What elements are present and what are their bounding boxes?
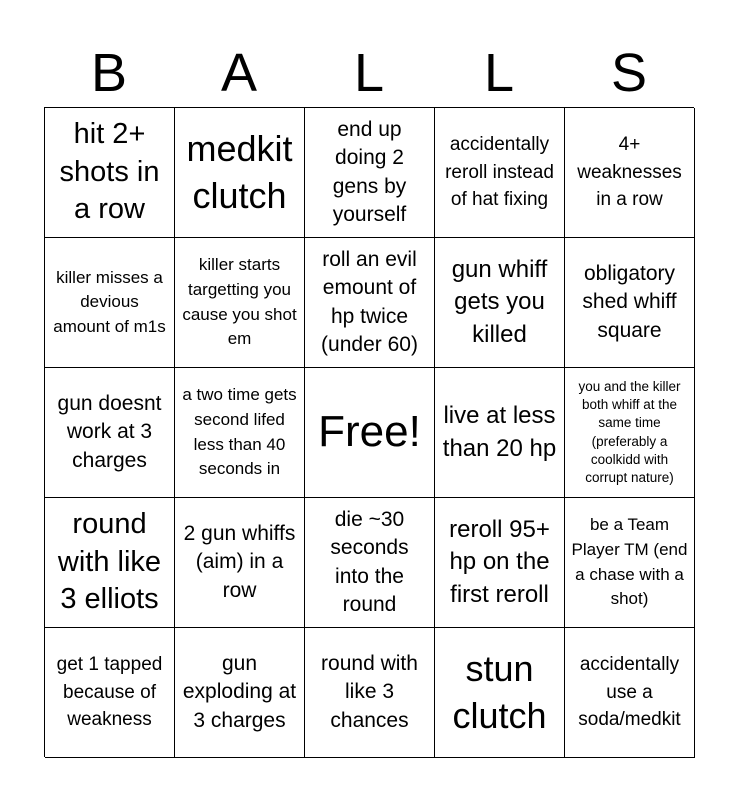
bingo-header (44, 40, 694, 106)
bingo-cell[interactable]: be a Team Player TM (end a chase with a shot) (565, 498, 695, 628)
bingo-cell[interactable]: reroll 95+ hp on the first reroll (435, 498, 565, 628)
bingo-cell[interactable]: 4+ weaknesses in a row (565, 108, 695, 238)
header-letter-l2: L (483, 43, 515, 103)
bingo-cell[interactable]: get 1 tapped because of weakness (45, 628, 175, 758)
bingo-cell-free[interactable]: Free! (305, 368, 435, 498)
bingo-cell[interactable]: 2 gun whiffs (aim) in a row (175, 498, 305, 628)
bingo-cell[interactable]: round with like 3 elliots (45, 498, 175, 628)
header-letter-a: A (220, 43, 258, 103)
bingo-cell[interactable]: gun whiff gets you killed (435, 238, 565, 368)
bingo-cell[interactable]: die ~30 seconds into the round (305, 498, 435, 628)
header-letter-s: S (610, 43, 648, 103)
bingo-cell[interactable]: live at less than 20 hp (435, 368, 565, 498)
bingo-cell[interactable]: stun clutch (435, 628, 565, 758)
bingo-cell[interactable]: accidentally use a soda/medkit (565, 628, 695, 758)
header-letter-b: B (90, 43, 128, 103)
bingo-cell[interactable]: hit 2+ shots in a row (45, 108, 175, 238)
bingo-cell[interactable]: killer starts targetting you cause you shot em (175, 238, 305, 368)
bingo-board (44, 107, 694, 757)
bingo-cell[interactable]: you and the killer both whiff at the same time (preferably a coolkidd with corrupt nature) (565, 368, 695, 498)
bingo-cell[interactable]: gun doesnt work at 3 charges (45, 368, 175, 498)
bingo-cell[interactable]: end up doing 2 gens by yourself (305, 108, 435, 238)
bingo-cell[interactable]: accidentally reroll instead of hat fixing (435, 108, 565, 238)
bingo-cell[interactable]: a two time gets second lifed less than 40 seconds in (175, 368, 305, 498)
bingo-cell[interactable]: killer misses a devious amount of m1s (45, 238, 175, 368)
bingo-cell[interactable]: gun exploding at 3 charges (175, 628, 305, 758)
bingo-cell[interactable]: roll an evil emount of hp twice (under 60) (305, 238, 435, 368)
bingo-cell[interactable]: round with like 3 chances (305, 628, 435, 758)
bingo-cell[interactable]: medkit clutch (175, 108, 305, 238)
header-letter-l1: L (353, 43, 385, 103)
bingo-cell[interactable]: obligatory shed whiff square (565, 238, 695, 368)
